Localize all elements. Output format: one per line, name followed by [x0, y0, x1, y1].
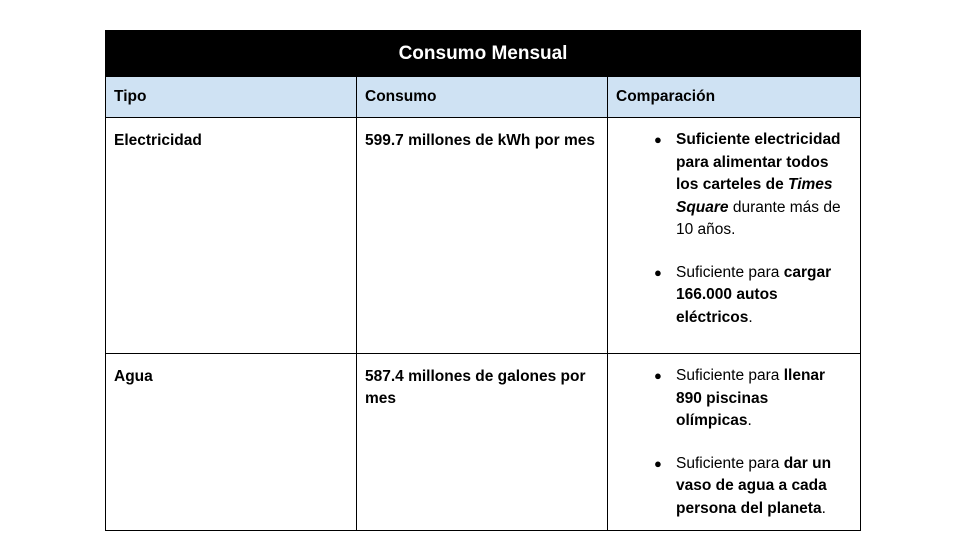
- text-run: Suficiente para: [676, 367, 784, 384]
- header-row: [106, 77, 861, 118]
- comparison-bullet: [616, 365, 852, 433]
- table-title: Consumo Mensual: [106, 31, 861, 77]
- cell-tipo: Electricidad: [106, 118, 357, 354]
- column-header-comparacion: Comparación: [608, 77, 861, 118]
- title-row: [106, 31, 861, 77]
- text-run: durante más de 10 años.: [676, 198, 841, 238]
- consumo-mensual-table: [105, 30, 861, 531]
- comparison-bullet: [616, 129, 852, 242]
- text-run: dar un vaso de agua a cada persona del planeta: [676, 454, 832, 517]
- text-run: .: [821, 499, 826, 517]
- column-header-tipo: Tipo: [106, 77, 357, 118]
- table-row: [106, 118, 861, 354]
- text-run: llenar 890 piscinas olímpicas: [676, 367, 826, 429]
- comparison-text: [676, 365, 852, 433]
- text-run: Suficiente para: [676, 263, 784, 281]
- cell-comparacion: [608, 118, 861, 354]
- comparison-bullet: [616, 262, 852, 330]
- text-run: Suficiente para: [676, 454, 784, 472]
- cell-consumo: 599.7 millones de kWh por mes: [357, 118, 608, 354]
- comparison-text: [676, 129, 852, 242]
- bullet-icon: ●: [654, 368, 662, 383]
- text-run: Times Square: [676, 176, 833, 216]
- table-row: [106, 354, 861, 531]
- comparison-text: [676, 453, 852, 521]
- cell-comparacion: [608, 354, 861, 531]
- text-run: .: [747, 412, 752, 429]
- bullet-icon: ●: [654, 264, 662, 280]
- cell-consumo: 587.4 millones de galones por mes: [357, 354, 608, 531]
- bullet-icon: ●: [654, 132, 662, 147]
- text-run: .: [748, 308, 753, 326]
- comparison-bullet: [616, 453, 852, 521]
- column-header-consumo: Consumo: [357, 77, 608, 118]
- text-run: Suficiente electricidad para alimentar todos los carteles de: [676, 131, 841, 193]
- cell-tipo: Agua: [106, 354, 357, 531]
- bullet-icon: ●: [654, 455, 662, 471]
- comparison-text: [676, 262, 852, 330]
- text-run: cargar 166.000 autos eléctricos: [676, 263, 832, 326]
